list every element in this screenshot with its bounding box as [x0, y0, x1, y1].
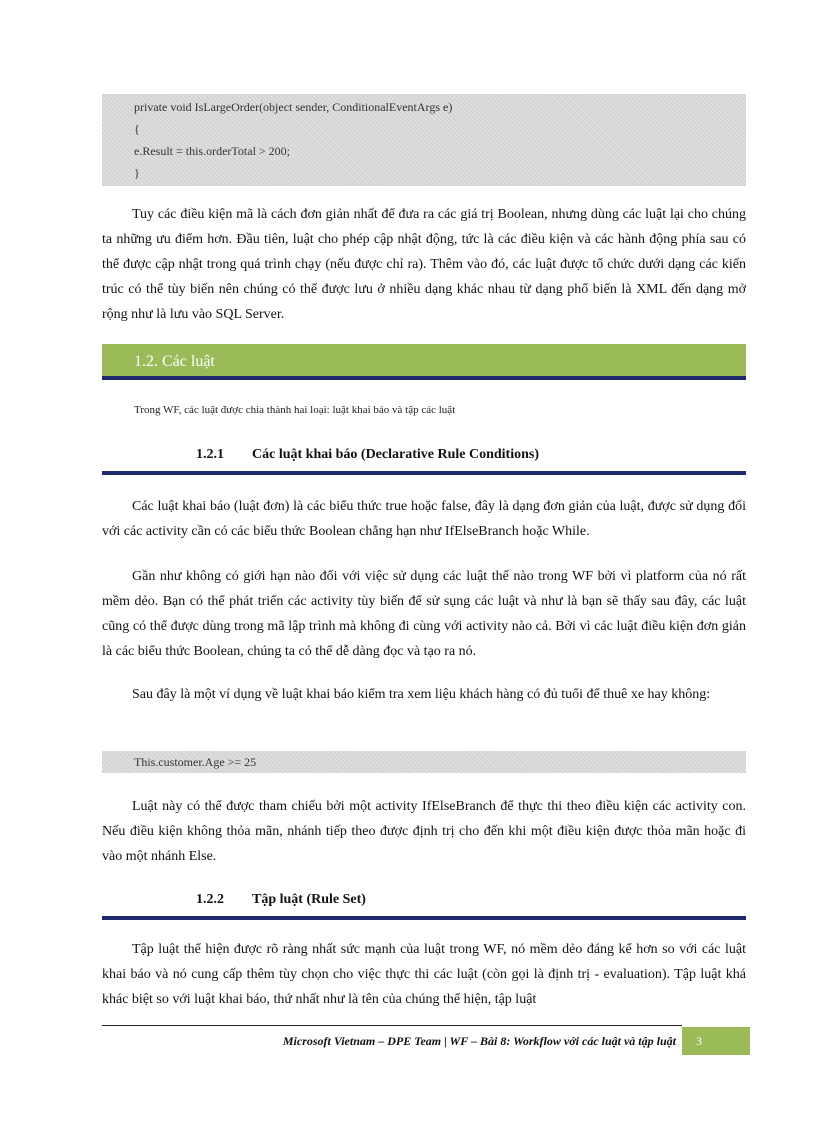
subheading-number: 1.2.1: [196, 447, 224, 462]
paragraph-rules-advantages: Tuy các điều kiện mã là cách đơn giản nhất để đưa ra các giá trị Boolean, nhưng dùng các luật lại cho chúng ta những ưu điểm hơn. Đầu tiên, luật cho phép cập nhật động, tức là các điều kiện và các hành động phía sau có thể được cập nhật trong quá trình chạy (nếu được chỉ ra). Thêm vào đó, các luật được tổ chức dưới dạng các kiến trúc có thể tùy biến nên chúng có thể được lưu ở nhiều dạng khác nhau từ dạng phổ biến là XML đến dạng mở rộng như là lưu vào SQL Server.: [102, 207, 746, 322]
paragraph-rule-set: Tập luật thể hiện được rõ ràng nhất sức mạnh của luật trong WF, nó mềm dẻo đáng kể hơn so với các luật khai báo và nó cung cấp thêm tùy chọn cho việc thực thi các luật (còn gọi là định trị - evaluation). Tập luật khá khác biệt so với luật khai báo, thứ nhất như là tên của chúng thể hiện, tập luật: [102, 942, 746, 1007]
code-block-is-large-order: [102, 94, 746, 186]
section-heading: 1.2. Các luật: [102, 344, 746, 380]
code-line: }: [134, 166, 140, 180]
code-block-age-check: [102, 751, 746, 773]
section-intro: Trong WF, các luật được chia thành hai loại: luật khai báo và tập các luật: [134, 404, 456, 416]
paragraph-ifelse-usage: Luật này có thể được tham chiếu bởi một activity IfElseBranch để thực thi theo điều kiện các activity con. Nếu điều kiện không thỏa mãn, nhánh tiếp theo được định trị cho đến khi một điều kiện được thỏa mãn hoặc đi vào một nhánh Else.: [102, 799, 746, 864]
paragraph-declarative-definition: Các luật khai báo (luật đơn) là các biểu thức true hoặc false, đây là dạng đơn giản của luật, được sử dụng đối với các activity cần có các biểu thức Boolean chẳng hạn như IfElseBranch hoặc While.: [102, 499, 746, 539]
subheading-title: Tập luật (Rule Set): [252, 892, 366, 907]
subheading-number: 1.2.2: [196, 892, 224, 907]
code-line: e.Result = this.orderTotal > 200;: [134, 144, 291, 158]
page-number: 3: [682, 1027, 750, 1055]
code-line: {: [134, 122, 140, 136]
code-line: This.customer.Age >= 25: [134, 755, 257, 769]
footer-divider: [102, 1025, 682, 1026]
subheading-rule-set: [102, 890, 746, 920]
footer-text: Microsoft Vietnam – DPE Team | WF – Bài 8: Workflow với các luật và tập luật: [282, 1034, 676, 1048]
code-line: private void IsLargeOrder(object sender, ConditionalEventArgs e): [134, 100, 453, 114]
subheading-title: Các luật khai báo (Declarative Rule Conditions): [252, 447, 539, 462]
paragraph-example-intro: Sau đây là một ví dụng về luật khai báo kiểm tra xem liệu khách hàng có đủ tuổi để thuê xe hay không:: [132, 687, 711, 702]
paragraph-flexibility: Gần như không có giới hạn nào đối với việc sử dụng các luật thế nào trong WF bởi vì platform của nó rất mềm dẻo. Bạn có thể phát triển các activity tùy biến để sử sụng các luật và như là bạn sẽ thấy sau đây, các luật cũng có thể được dùng trong mã lập trình mà không đi cùng với activity nào cả. Bởi vì các luật điều kiện đơn giản là các biểu thức Boolean, chúng ta có thể dễ dàng đọc và tạo ra nó.: [102, 569, 746, 659]
subheading-declarative-rules: [102, 445, 746, 475]
